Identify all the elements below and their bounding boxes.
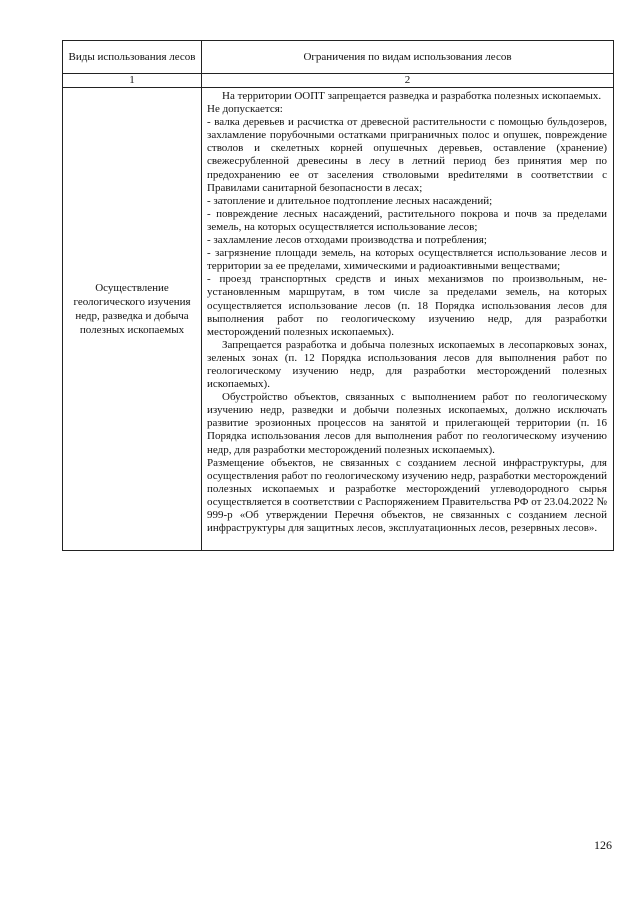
forest-use-restrictions-table (62, 40, 614, 551)
restriction-list-item: - проезд транспортных средств и иных механизмов по произвольным, неустановленным маршрутам, в том числе за пределами земель, на которых осуществляется использование лесов (п. 18 Порядка использования лесов для выполнения работ по геологическому изучению недр, для разработки месторождений полезных ископаемых). (207, 273, 607, 338)
restriction-paragraph: На территории ООПТ запрещается разведка и разработка полезных ископаемых. (222, 90, 602, 102)
restriction-list-item: - валка деревьев и расчистка от древесной растительности с помощью бульдозеров, захламление порубочными остатками приграничных полос и опушек, повреждение стволов и скелетных корней опушечных деревьев, оставление (хранение) свежесрубленной древесины в лесу в летний период без принятия мер по предохранению ее от заселения стволовыми вреdителями в соответствии с Правилами санитарной безопасности в лесах; (207, 116, 607, 194)
column-number-2: 2 (202, 74, 614, 88)
restriction-paragraph: Запрещается разработка и добыча полезных ископаемых в лесопарковых зонах, зеленых зонах (п. 12 Порядка использования лесов для выполнения работ по геологическому изучению недр, для разработки месторождений полезных ископаемых). (207, 338, 607, 391)
restrictions-cell (202, 88, 614, 551)
restriction-list-item: - повреждение лесных насаждений, растительного покрова и почв за пределами земель, на которых осуществляется использование лесов; (207, 207, 607, 233)
restriction-paragraph: Размещение объектов, не связанных с созданием лесной инфраструктуры, для осуществления работ по геологическому изучению недр, разработки месторождений полезных ископаемых и разработке месторождений углеводородного сырья осуществляется в соответствии с Распоряжением Правительства РФ от 23.04.2022 № 999-р «Об утверждении Перечня объектов, не связанных с созданием лесной инфраструктуры для защитных лесов, эксплуатационных лесов, резервных лесов». (207, 456, 607, 535)
restriction-list-item: - загрязнение площади земель, на которых осуществляется использование лесов и территории за ее пределами, химическими и радиоактивными веществами; (207, 247, 607, 273)
column-number-row (63, 74, 614, 88)
header-forest-use-types: Виды использования лесов (63, 41, 202, 74)
restriction-paragraph: Не допускается: (207, 103, 283, 116)
restriction-list-item: - захламление лесов отходами производства и потребления; (207, 234, 487, 247)
use-type-cell: Осуществление геологического изучения недр, разведка и добыча полезных ископаемых (63, 88, 202, 551)
header-restrictions: Ограничения по видам использования лесов (202, 41, 614, 74)
restriction-paragraph: Обустройство объектов, связанных с выполнением работ по геологическому изучению недр, разведки и добычи полезных ископаемых, должно исключать развитие эрозионных процессов на занятой и прилегающей территории (п. 16 Порядка использования лесов для выполнения работ по геологическому изучению недр, для разработки месторождений полезных ископаемых). (207, 391, 607, 456)
restriction-list-item: - затопление и длительное подтопление лесных насаждений; (207, 194, 493, 207)
page-number: 126 (594, 838, 612, 852)
table-row (63, 88, 614, 551)
table-header-row (63, 41, 614, 74)
column-number-1: 1 (63, 74, 202, 88)
